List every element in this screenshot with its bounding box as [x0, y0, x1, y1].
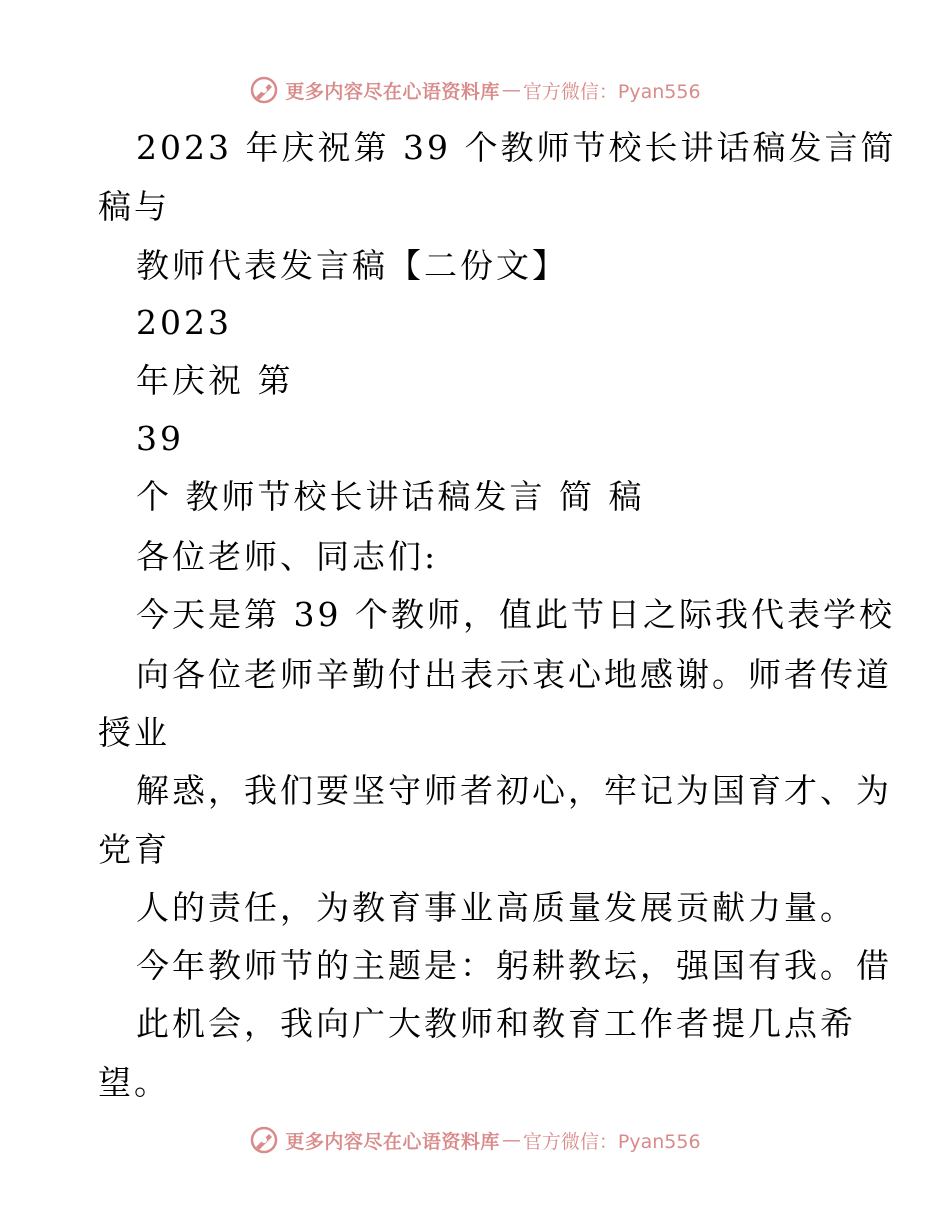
- footer-brand-text: 更多内容尽在心语资料库: [285, 1130, 500, 1153]
- title-line-1: 2023 年庆祝第 39 个教师节校长讲话稿发言简: [136, 128, 897, 167]
- header-brand-text: 更多内容尽在心语资料库: [285, 80, 500, 103]
- paragraph-line: 今天是第 39 个教师，值此节日之际我代表学校: [136, 595, 895, 634]
- salutation: 各位老师、同志们:: [136, 537, 439, 576]
- footer-watermark: [0, 1120, 950, 1160]
- subtitle-line-2: 年庆祝 第: [136, 361, 294, 400]
- paragraph-line: 向各位老师辛勤付出表示衷心地感谢。师者传道: [136, 655, 892, 694]
- paragraph-line: 人的责任，为教育事业高质量发展贡献力量。: [136, 888, 856, 927]
- footer-wechat-text: 官方微信：Pyan556: [522, 1130, 701, 1153]
- header-wechat-text: 官方微信：Pyan556: [522, 80, 701, 103]
- header-watermark: [0, 70, 950, 110]
- subtitle-year: 2023: [136, 303, 232, 342]
- title-line-3: 教师代表发言稿【二份文】: [136, 246, 568, 285]
- paragraph-line: 党育: [98, 830, 170, 869]
- title-line-2: 稿与: [98, 187, 170, 226]
- paragraph-line: 今年教师节的主题是：躬耕教坛，强国有我。借: [136, 946, 892, 985]
- header-dash: —: [501, 79, 521, 101]
- subtitle-line-4: 个 教师节校长讲话稿发言 简 稿: [136, 477, 645, 516]
- paragraph-line: 授业: [98, 713, 170, 752]
- pen-logo-icon: [249, 75, 279, 105]
- paragraph-line: 望。: [98, 1063, 170, 1102]
- footer-dash: —: [501, 1129, 521, 1151]
- subtitle-number: 39: [136, 419, 184, 458]
- paragraph-line: 解惑，我们要坚守师者初心，牢记为国育才、为: [136, 771, 892, 810]
- pen-logo-icon: [249, 1125, 279, 1155]
- paragraph-line: 此机会，我向广大教师和教育工作者提几点希: [136, 1004, 856, 1043]
